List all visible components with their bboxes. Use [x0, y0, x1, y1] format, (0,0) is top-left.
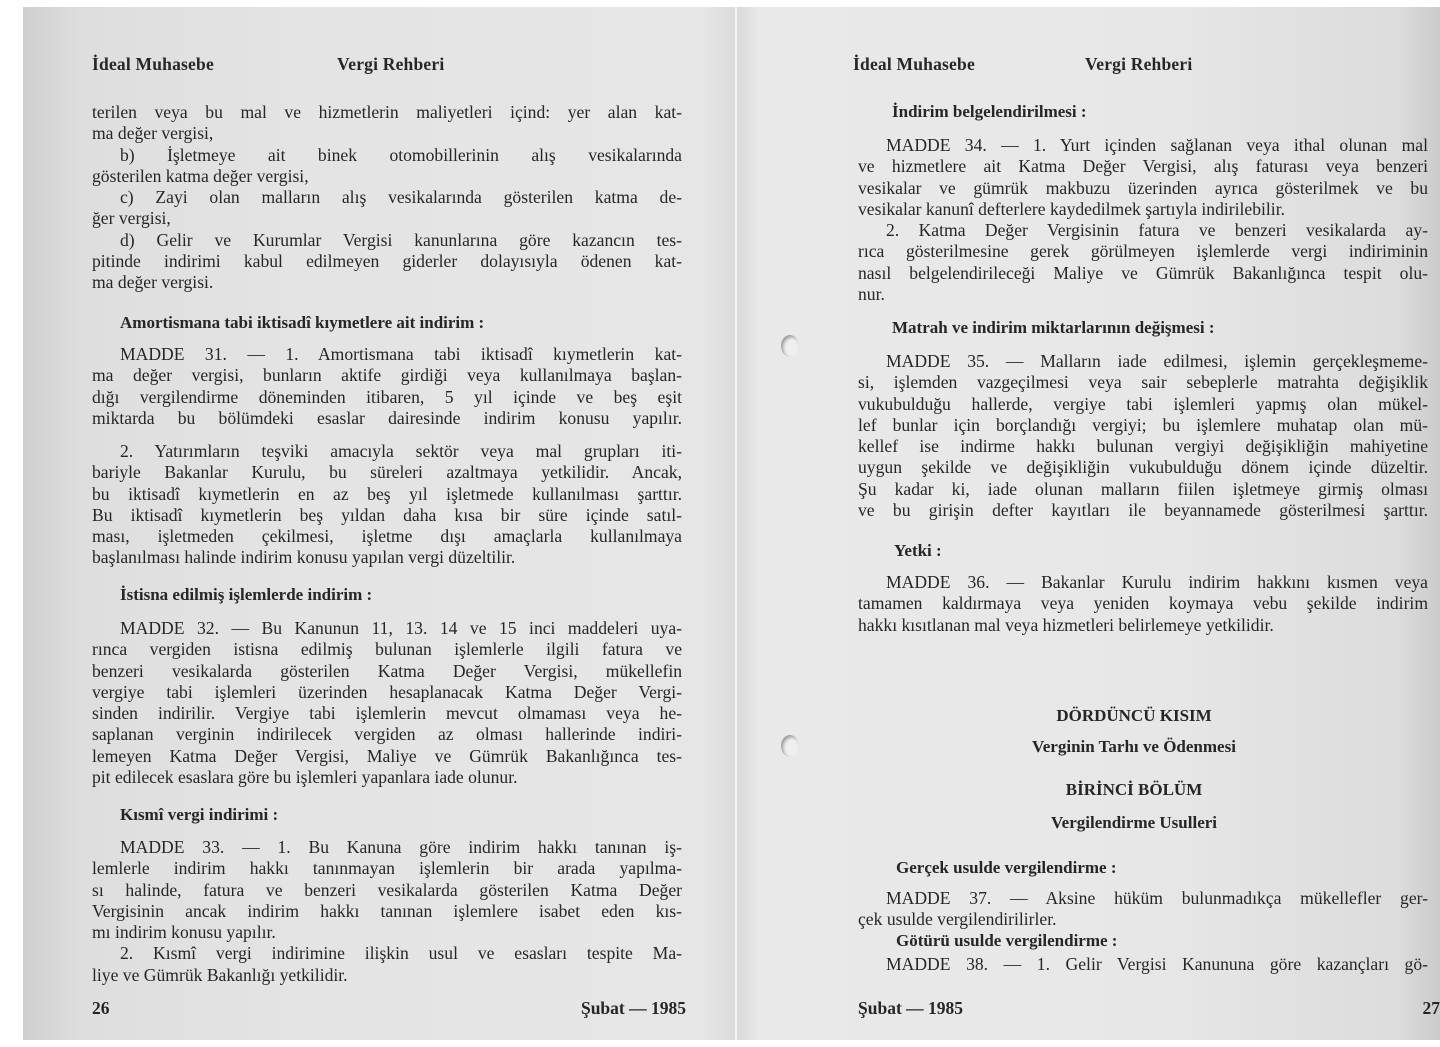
madde-36 — [858, 572, 1428, 636]
text-line: ve bu girişin defter kayıtları ile beyannamede gösterilmesi şarttır. — [858, 500, 1428, 521]
text-line: MADDE 37. — Aksine hüküm bulunmadıkça mükellefler ger- — [886, 888, 1428, 908]
running-header-left: İdeal Muhasebe — [92, 54, 214, 74]
madde-37 — [858, 888, 1428, 931]
text-line: 2. Yatırımların teşviki amacıyla sektör veya mal grupları iti- — [120, 441, 682, 461]
madde-34 — [858, 135, 1428, 305]
text-line: c) Zayi olan malların alış vesikalarında gösterilen katma de- — [120, 187, 682, 208]
madde-32 — [92, 618, 682, 788]
text-line: pit edilecek esaslara göre bu işlemleri yapanlara iade olunur. — [92, 767, 518, 788]
madde-35 — [858, 351, 1428, 521]
text-line: ma değer vergisi, — [92, 123, 214, 144]
text-line: vesikalar ve gümrük makbuzu üzerinden ayrıca gösterilmek ve bu — [858, 177, 1428, 198]
text-line: bu iktisadî kıymetlerin en az beş yıl işletmede kullanılması şarttır. — [92, 483, 682, 504]
text-line: sı halinde, fatura ve benzeri vesikalarda gösterilen Katma Değer — [92, 879, 682, 900]
text-line: lemeyen Katma Değer Vergisi, Maliye ve Gümrük Bakanlığınca tes- — [92, 745, 682, 766]
text-line: rınca vergiden istisna edilmiş bulunan işlemlerle ilgili fatura ve — [92, 639, 682, 660]
text-line: tamamen kaldırmaya veya yeniden koymaya vebu şekilde indirim — [858, 593, 1428, 614]
running-header-title: Vergi Rehberi — [337, 54, 445, 74]
text-line: vergiye tabi işlemleri üzerinden hesaplanacak Katma Değer Vergi- — [92, 681, 682, 702]
section-heading: Yetki : — [894, 541, 942, 560]
text-line: terilen veya bu mal ve hizmetlerin maliyetleri içind: yer alan kat- — [92, 102, 682, 122]
madde-38 — [858, 954, 1428, 975]
page-number: 26 — [92, 998, 110, 1018]
text-line: si, işlemden vazgeçilmesi veya sair sebeplerle matrahta değişiklik — [858, 372, 1428, 393]
section-heading: Götürü usulde vergilendirme : — [896, 931, 1118, 950]
text-line: Vergisinin ancak indirim hakkı tanınan işlemlere isabet eden kıs- — [92, 900, 682, 921]
text-line: mı indirim konusu yapılır. — [92, 922, 276, 943]
intro-paragraphs — [92, 102, 682, 294]
staple-hole — [781, 335, 799, 357]
text-line: başlanılması halinde indirim konusu yapılan vergi düzeltilir. — [92, 547, 516, 568]
text-line: MADDE 35. — Malların iade edilmesi, işlemin gerçekleşmeme- — [886, 351, 1428, 371]
section-heading: İstisna edilmiş işlemlerde indirim : — [120, 585, 373, 604]
text-line: pitinde indirimi kabul edilmeyen giderler dolayısıyla ödenen kat- — [92, 251, 682, 272]
text-line: MADDE 32. — Bu Kanunun 11, 13. 14 ve 15 inci maddeleri uya- — [120, 618, 682, 638]
text-line: gösterilen katma değer vergisi, — [92, 165, 309, 186]
madde-31-2 — [92, 441, 682, 569]
text-line: ması, işletmeden çekilmesi, işletme dışı amaçlarla kullanılmaya — [92, 526, 682, 547]
text-line: nasıl belgelendirileceği Maliye ve Gümrük Bakanlığınca tespit olu- — [858, 262, 1428, 283]
text-line: ma değer vergisi, bunların aktife girdiği veya kullanılmaya başlan- — [92, 365, 682, 386]
left-page — [92, 0, 686, 1047]
madde-31 — [92, 344, 682, 429]
text-line: uygun şekilde ve değişikliğin vukubulduğu dönem içinde düzeltir. — [858, 457, 1428, 478]
part-title: DÖRDÜNCÜ KISIM — [1056, 706, 1212, 725]
section-subtitle: Vergilendirme Usulleri — [1050, 813, 1218, 832]
text-line: 2. Katma Değer Vergisinin fatura ve benzeri vesikalarda ay- — [886, 220, 1428, 241]
text-line: lemlerle indirim hakkı tanınmayan işlemlerin bir arada yapılma- — [92, 858, 682, 879]
running-header-left: İdeal Muhasebe — [853, 54, 975, 74]
text-line: lef bunlar için borçlandığı vergiyi; bu işlemlere muhatap olan mü- — [858, 414, 1428, 435]
text-line: ma değer vergisi. — [92, 272, 214, 293]
text-line: ğer vergisi, — [92, 208, 171, 229]
text-line: hakkı kısıtlanan mal veya hizmetleri belirlemeye yetkilidir. — [858, 614, 1274, 635]
text-line: kellef ise indirme hakkı bulunan vergiyi değişikliğin mahiyetine — [858, 436, 1428, 457]
staple-hole — [781, 735, 799, 757]
text-line: çek usulde vergilendirilirler. — [858, 909, 1057, 930]
text-line: miktarda bu bölümdeki esaslar dairesinde indirim konusu yapılır. — [92, 407, 682, 428]
text-line: vukubulduğu hallerde, vergiye tabi işlemleri yapmış olan mükel- — [858, 393, 1428, 414]
text-line: Şu kadar ki, iade olunan malların fiilen işletmeye girmiş olması — [858, 478, 1428, 499]
text-line: sinden indirilir. Vergiye tabi işlemlerin mevcut olmaması veya he- — [92, 703, 682, 724]
section-heading: Matrah ve indirim miktarlarının değişmesi : — [892, 318, 1215, 337]
footer-date: Şubat — 1985 — [580, 998, 686, 1018]
running-header-title: Vergi Rehberi — [1085, 54, 1193, 74]
text-line: saplanan verginin indirilecek vergiden az olması hallerinde indiri- — [92, 724, 682, 745]
page-number: 27 — [1422, 998, 1440, 1018]
text-line: nur. — [858, 284, 885, 305]
text-line: vesikalar kanunî defterlere kaydedilmek şartıyla indirilebilir. — [858, 198, 1285, 219]
text-line: b) İşletmeye ait binek otomobillerinin alış vesikalarında — [120, 144, 682, 165]
text-line: MADDE 31. — 1. Amortismana tabi iktisadî kıymetlerin kat- — [120, 344, 682, 364]
text-line: bariyle Bakanlar Kurulu, bu süreleri azaltmaya yetkilidir. Ancak, — [92, 462, 682, 483]
text-line: ve hizmetlere ait Katma Değer Vergisi, alış faturası veya benzeri — [858, 156, 1428, 177]
footer-date: Şubat — 1985 — [858, 998, 964, 1018]
text-line: MADDE 34. — 1. Yurt içinden sağlanan veya ithal olunan mal — [886, 135, 1428, 155]
section-heading: Gerçek usulde vergilendirme : — [896, 858, 1117, 877]
section-title: BİRİNCİ BÖLÜM — [1065, 780, 1203, 799]
text-line: d) Gelir ve Kurumlar Vergisi kanunlarına göre kazancın tes- — [120, 229, 682, 250]
madde-33 — [92, 837, 682, 986]
section-heading: Kısmî vergi indirimi : — [120, 805, 279, 824]
text-line: benzeri vesikalarda gösterilen Katma Değer Vergisi, mükellefin — [92, 660, 682, 681]
text-line: 2. Kısmî vergi indirimine ilişkin usul ve esasları tespite Ma- — [120, 943, 682, 964]
part-subtitle: Verginin Tarhı ve Ödenmesi — [1032, 737, 1236, 756]
text-line: MADDE 38. — 1. Gelir Vergisi Kanununa göre kazançları gö- — [886, 954, 1428, 974]
text-line: MADDE 33. — 1. Bu Kanuna göre indirim hakkı tanınan iş- — [120, 837, 682, 857]
right-page — [838, 0, 1440, 1047]
book-spine — [735, 7, 737, 1040]
section-heading: Amortismana tabi iktisadî kıymetlere ait indirim : — [120, 313, 485, 332]
text-line: MADDE 36. — Bakanlar Kurulu indirim hakkını kısmen veya — [886, 572, 1428, 592]
text-line: Bu iktisadî kıymetlerin beş yıldan daha kısa bir süre içinde satıl- — [92, 504, 682, 525]
text-line: dığı vergilendirme döneminden itibaren, 5 yıl içinde ve beş eşit — [92, 386, 682, 407]
text-line: rıca gösterilmesine gerek görülmeyen işlemlerde vergi indiriminin — [858, 241, 1428, 262]
section-heading: İndirim belgelendirilmesi : — [892, 102, 1087, 121]
text-line: liye ve Gümrük Bakanlığı yetkilidir. — [92, 964, 348, 985]
